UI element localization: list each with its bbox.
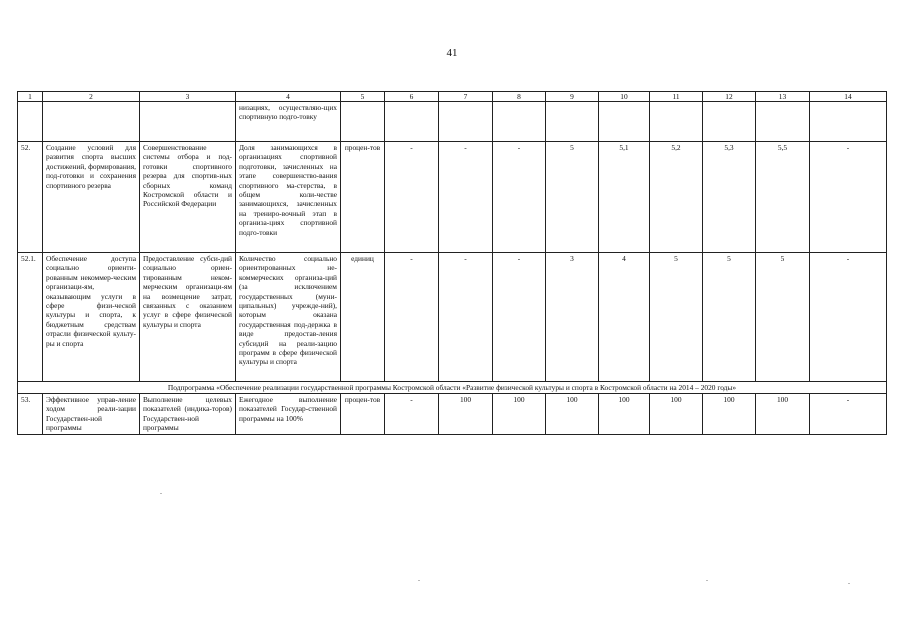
scan-speck: [160, 493, 162, 494]
indicator-cell: Ежегодное выполнение показателей Государ-ственной программы на 100%: [236, 394, 341, 435]
indicator-cell: Количество социально ориентированных не-коммерческих организа-ций (за исключением государственных (муни-ципальных) учрежде-ний), которым оказана государственная под-держка в виде предостав-ления субсидий на реали-зацию программ в сфере физической культуры и спорта: [236, 253, 341, 382]
value-cell: -: [385, 142, 439, 253]
header-col-10: 10: [599, 92, 650, 102]
table-cell: [43, 102, 140, 142]
header-col-5: 5: [341, 92, 385, 102]
event-cell: Выполнение целевых показателей (индика-торов) Государствен-ной программы: [140, 394, 236, 435]
value-cell: 100: [493, 394, 546, 435]
value-cell: -: [810, 394, 887, 435]
header-col-11: 11: [650, 92, 703, 102]
table-cell: [810, 102, 887, 142]
header-col-9: 9: [546, 92, 599, 102]
value-cell: 100: [703, 394, 756, 435]
value-cell: 5: [546, 142, 599, 253]
value-cell: 100: [546, 394, 599, 435]
continuation-row: [18, 102, 887, 142]
value-cell: -: [385, 253, 439, 382]
header-row: [18, 92, 887, 102]
task-name-cell: Обеспечение доступа социально ориенти-рованным некоммер-ческим организаци-ям, оказывающим услуги в сфере физи-ческой культуры и спорта, к бюджетным средствам отрасли физической культу-ры и спорта: [43, 253, 140, 382]
table-cell: [650, 102, 703, 142]
value-cell: 5: [756, 253, 810, 382]
value-cell: 5,3: [703, 142, 756, 253]
value-cell: -: [493, 253, 546, 382]
unit-cell: единиц: [341, 253, 385, 382]
table-cell: [140, 102, 236, 142]
value-cell: 3: [546, 253, 599, 382]
header-col-1: 1: [18, 92, 43, 102]
task-name-cell: Создание условий для развития спорта высших достижений, формирования, под-готовки и сохранения спортивного резерва: [43, 142, 140, 253]
value-cell: 5: [650, 253, 703, 382]
table-cell: [703, 102, 756, 142]
unit-cell: процен-тов: [341, 394, 385, 435]
table-row: [18, 142, 887, 253]
scan-speck: [418, 580, 420, 581]
table-cell: [18, 102, 43, 142]
indicator-cell: низациях, осуществляю-щих спортивную подго-товку: [236, 102, 341, 142]
scan-speck: [848, 583, 850, 584]
value-cell: -: [810, 253, 887, 382]
header-col-12: 12: [703, 92, 756, 102]
subprogram-row: [18, 382, 887, 394]
indicators-table: [17, 91, 887, 435]
header-col-4: 4: [236, 92, 341, 102]
value-cell: -: [493, 142, 546, 253]
table-row: [18, 253, 887, 382]
header-col-3: 3: [140, 92, 236, 102]
table-cell: [546, 102, 599, 142]
table-cell: [493, 102, 546, 142]
unit-cell: процен-тов: [341, 142, 385, 253]
value-cell: 4: [599, 253, 650, 382]
header-col-14: 14: [810, 92, 887, 102]
value-cell: 5,2: [650, 142, 703, 253]
value-cell: 100: [650, 394, 703, 435]
value-cell: -: [439, 253, 493, 382]
table-cell: [385, 102, 439, 142]
event-cell: Предоставление субси-дий социально ориен-тированным неком-мерческим организаци-ям на возмещение затрат, связанных с оказанием услуг в сфере физической культуры и спорта: [140, 253, 236, 382]
subprogram-title: Подпрограмма «Обеспечение реализации государственной программы Костромской области «Развитие физической культуры и спорта в Костромской области на 2014 – 2020 годы»: [18, 382, 887, 394]
table-cell: [599, 102, 650, 142]
row-number: 52.: [18, 142, 43, 253]
table-cell: [756, 102, 810, 142]
value-cell: -: [810, 142, 887, 253]
table-cell: [341, 102, 385, 142]
indicator-cell: Доля занимающихся в организациях спортивной подготовки, зачисленных на этапе совершенство-вания спортивного ма-стерства, в общем коли-честве занимающихся, зачисленных на трениро-вочный этап в организа-циях спортивной подго-товки: [236, 142, 341, 253]
page-number: 41: [446, 47, 458, 59]
scan-speck: [706, 580, 708, 581]
header-col-6: 6: [385, 92, 439, 102]
table-row: [18, 394, 887, 435]
row-number: 53.: [18, 394, 43, 435]
header-col-2: 2: [43, 92, 140, 102]
value-cell: 5,1: [599, 142, 650, 253]
task-name-cell: Эффективное управ-ление ходом реали-зации Государствен-ной программы: [43, 394, 140, 435]
value-cell: 5: [703, 253, 756, 382]
value-cell: -: [385, 394, 439, 435]
header-col-13: 13: [756, 92, 810, 102]
value-cell: -: [439, 142, 493, 253]
table-cell: [439, 102, 493, 142]
row-number: 52.1.: [18, 253, 43, 382]
value-cell: 5,5: [756, 142, 810, 253]
value-cell: 100: [599, 394, 650, 435]
header-col-7: 7: [439, 92, 493, 102]
header-col-8: 8: [493, 92, 546, 102]
event-cell: Совершенствование системы отбора и под-готовки спортивного резерва для спортив-ных сборных команд Костромской области и Российской Федерации: [140, 142, 236, 253]
value-cell: 100: [439, 394, 493, 435]
value-cell: 100: [756, 394, 810, 435]
